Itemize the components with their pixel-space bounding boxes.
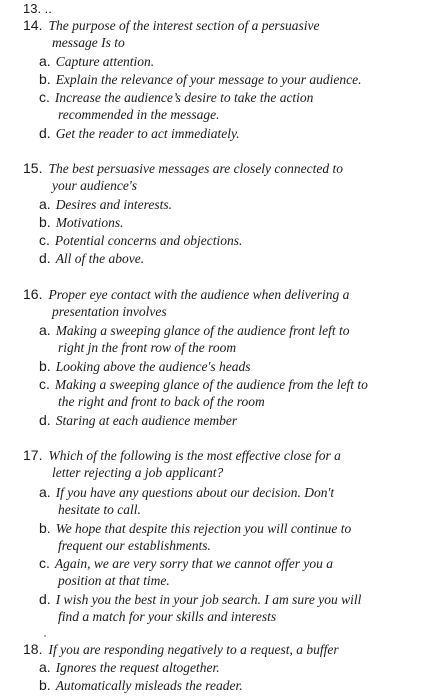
question-number: 17. bbox=[23, 447, 43, 463]
question-16-option-a-cont: right jn the front row of the room bbox=[58, 340, 237, 355]
question-15-option-d: d. All of the above. bbox=[39, 250, 145, 266]
question-16-line-1: 16. Proper eye contact with the audience when delivering a bbox=[23, 286, 350, 302]
question-15-line-1: 15. The best persuasive messages are closely connected to bbox=[23, 160, 344, 176]
question-16-option-b: b. Looking above the audience's heads bbox=[39, 358, 251, 374]
question-number: 14. bbox=[23, 17, 43, 33]
question-18-option-a: a. Ignores the request altogether. bbox=[39, 659, 220, 675]
question-17-option-b-cont: frequent our establishments. bbox=[58, 538, 211, 553]
question-15-option-c: c. Potential concerns and objections. bbox=[39, 232, 243, 248]
question-14-line-1: 14. The purpose of the interest section of a persuasive bbox=[23, 17, 320, 33]
question-17-option-b: b. We hope that despite this rejection you will continue to bbox=[39, 520, 352, 536]
question-16-line-2: presentation involves bbox=[52, 304, 167, 319]
question-14-option-d: d. Get the reader to act immediately. bbox=[39, 125, 240, 141]
question-16-option-c: c. Making a sweeping glance of the audience from the left to bbox=[39, 376, 368, 392]
question-number: 15. bbox=[23, 160, 43, 176]
question-16-option-a: a. Making a sweeping glance of the audience front left to bbox=[39, 322, 350, 338]
question-17-option-a-cont: hesitate to call. bbox=[58, 502, 141, 517]
question-17-line-2: letter rejecting a job applicant? bbox=[52, 465, 224, 480]
question-number: 18. bbox=[23, 641, 43, 657]
question-number: 16. bbox=[23, 286, 43, 302]
question-18-line-1: 18. If you are responding negatively to a request, a buffer bbox=[23, 641, 339, 657]
question-17-option-a: a. If you have any questions about our decision. Don't bbox=[39, 484, 335, 500]
question-18-option-b: b. Automatically misleads the reader. bbox=[39, 677, 243, 693]
question-14-option-a: a. Capture attention. bbox=[39, 53, 155, 69]
question-14-option-b: b. Explain the relevance of your message to your audience. bbox=[39, 71, 362, 87]
question-15-option-b: b. Motivations. bbox=[39, 214, 124, 230]
previous-question-fragment: 13. .. bbox=[23, 1, 52, 16]
question-17-option-d-cont: find a match for your skills and interests bbox=[58, 609, 277, 624]
question-14-option-c-cont: recommended in the message. bbox=[58, 107, 220, 122]
question-14-line-2: message Is to bbox=[52, 35, 125, 50]
question-17-option-d: d. I wish you the best in your job search. I am sure you will bbox=[39, 591, 362, 607]
question-16-option-c-cont: the right and front to back of the room bbox=[58, 394, 265, 409]
question-15-option-a: a. Desires and interests. bbox=[39, 196, 173, 212]
question-17-option-c: c. Again, we are very sorry that we cannot offer you a bbox=[39, 555, 333, 571]
question-17-option-c-cont: position at that time. bbox=[58, 573, 170, 588]
separator-mark: · bbox=[43, 628, 47, 642]
question-16-option-d: d. Staring at each audience member bbox=[39, 412, 238, 428]
question-14-option-c: c. Increase the audience’s desire to take the action bbox=[39, 89, 314, 105]
question-17-line-1: 17. Which of the following is the most effective close for a bbox=[23, 447, 341, 463]
question-15-line-2: your audience's bbox=[52, 178, 137, 193]
